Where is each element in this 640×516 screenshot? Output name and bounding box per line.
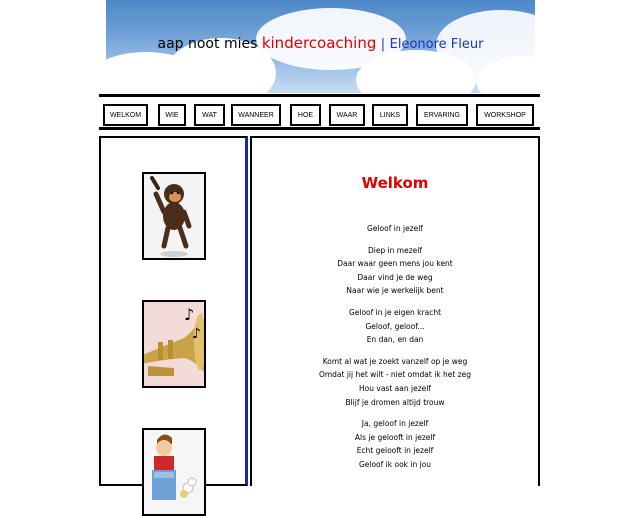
- nav-hoe[interactable]: [290, 104, 321, 126]
- monkey-icon: [144, 174, 204, 258]
- poem-line: Omdat jij het wilt - niet omdat ik het zeg: [318, 370, 472, 380]
- toy-figure-icon: [144, 430, 204, 514]
- nav-waar[interactable]: [329, 104, 365, 126]
- nav-label: WIE: [165, 111, 179, 119]
- poem-line: Ja, geloof in jezelf: [361, 419, 429, 429]
- nav-wie[interactable]: [158, 104, 186, 126]
- nav-wanneer[interactable]: [231, 104, 281, 126]
- poem-line: Echt gelooft in jezelf: [356, 446, 434, 456]
- svg-text:♪: ♪: [192, 326, 201, 342]
- poem-line: Daar waar geen mens jou kent: [337, 259, 453, 269]
- header-banner: [106, 0, 535, 93]
- poem: [252, 222, 538, 472]
- poem-line: En dan, en dan: [366, 335, 424, 345]
- nav-label: ERVARING: [424, 111, 460, 119]
- nav-welkom[interactable]: [103, 104, 148, 126]
- main-nav: [99, 94, 540, 130]
- poem-line: Geloof, geloof...: [365, 321, 425, 331]
- title-separator: |: [380, 37, 386, 52]
- poem-line: Diep in mezelf: [367, 245, 423, 255]
- poem-line: Naar wie je werkelijk bent: [346, 286, 444, 296]
- nav-label: LINKS: [379, 111, 401, 119]
- sidebar: [99, 136, 248, 486]
- monkey-figure-image: [142, 172, 206, 260]
- site-title: [106, 34, 535, 52]
- poem-line: Geloof ik ook in jou: [358, 459, 432, 469]
- svg-text:♪: ♪: [184, 305, 195, 324]
- page-title: Welkom: [361, 174, 429, 192]
- poem-line: Blijf je dromen altijd trouw: [345, 397, 445, 407]
- nav-label: WAT: [202, 111, 217, 119]
- site-accent: kindercoaching: [261, 34, 377, 52]
- trumpet-music-notes-image: [142, 300, 206, 388]
- nav-label: WAAR: [336, 111, 358, 119]
- site-brand: aap noot mies: [157, 36, 258, 52]
- poem-line: Hou vast aan jezelf: [359, 383, 431, 393]
- nav-ervaring[interactable]: [416, 104, 468, 126]
- toy-figure-image: [142, 428, 206, 516]
- site-owner-name: Eleonore Fleur: [389, 37, 484, 52]
- poem-line: Als je gelooft in jezelf: [354, 432, 436, 442]
- nav-links[interactable]: [372, 104, 408, 126]
- nav-label: WANNEER: [238, 111, 274, 119]
- nav-label: WELKOM: [109, 111, 142, 119]
- nav-label: WORKSHOP: [484, 111, 526, 119]
- nav-workshop[interactable]: [476, 104, 534, 126]
- main-content: [250, 136, 540, 486]
- trumpet-icon: [144, 302, 204, 386]
- nav-label: HOE: [297, 111, 314, 119]
- poem-line: Geloof in jezelf: [367, 224, 423, 233]
- poem-line: Daar vind je de weg: [357, 272, 433, 282]
- poem-line: Komt al wat je zoekt vanzelf op je weg: [322, 356, 468, 366]
- nav-wat[interactable]: [194, 104, 225, 126]
- poem-line: Geloof in je eigen kracht: [348, 307, 442, 317]
